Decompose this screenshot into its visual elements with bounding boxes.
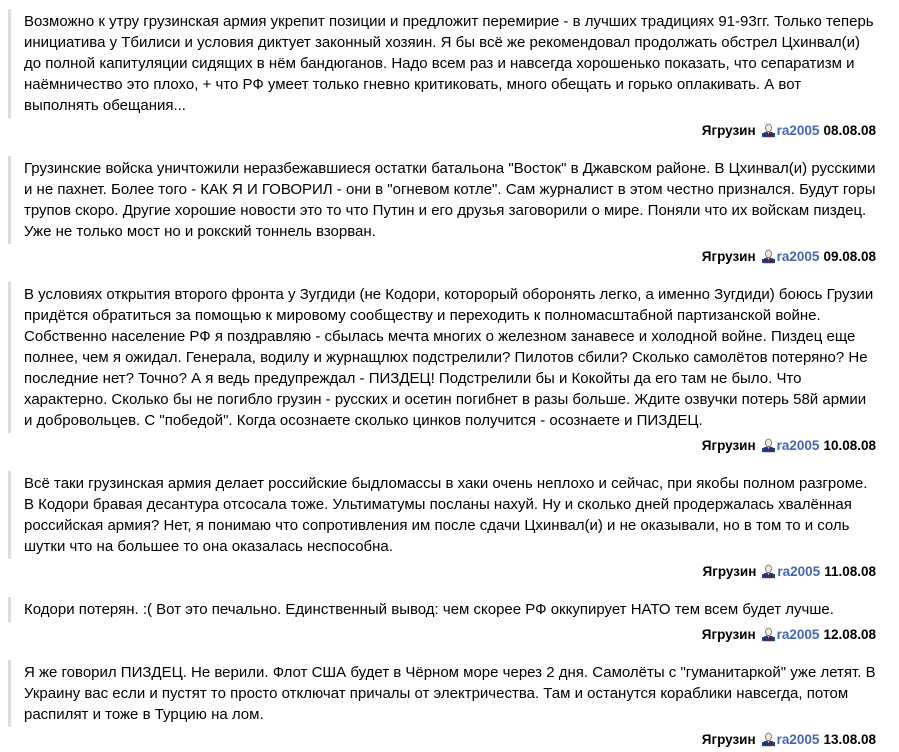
username-link[interactable]: ra2005 xyxy=(776,249,820,264)
comment-post xyxy=(8,282,876,455)
username-link[interactable]: ra2005 xyxy=(776,627,820,642)
author-name: Ягрузин xyxy=(702,564,757,579)
comment-text: Кодори потерян. :( Вот это печально. Единственный вывод: чем скорее РФ оккупирует НАТО тем всем будет лучше. xyxy=(8,597,876,622)
comment-date: 12.08.08 xyxy=(823,627,876,642)
comment-meta xyxy=(8,563,876,581)
comment-text: В условиях открытия второго фронта у Зугдиди (не Кодори, которорый оборонять легко, а именно Зугдиди) боюсь Грузии придётся обратиться за помощью к мировому сообществу и переходить к полномасштабной партизанской войне. Собственно население РФ я поздравляю - сбылась мечта многих о железном занавесе и холодной войне. Пиздец еще полнее, чем я ожидал. Генерала, водилу и журнащлюх подстрелили? Пилотов сбили? Сколько самолётов потеряно? Не последние нет? Точно? А я ведь предупреждал - ПИЗДЕЦ! Подстрелили бы и Кокойты да его там не было. Что характерно. Сколько бы не погибло грузин - русских и осетин погибнет в разы больше. Ждите озвучки потерь 58й армии и добровольцев. С "победой". Когда осознаете сколько цинков получится - осознаете и ПИЗДЕЦ. xyxy=(8,282,876,433)
comment-post xyxy=(8,597,876,644)
comment-post xyxy=(8,471,876,581)
user-icon[interactable] xyxy=(761,564,776,579)
comment-date: 10.08.08 xyxy=(823,438,876,453)
comment-meta xyxy=(8,626,876,644)
user-icon[interactable] xyxy=(761,249,776,264)
comment-meta xyxy=(8,437,876,455)
comment-meta xyxy=(8,248,876,266)
comment-date: 09.08.08 xyxy=(823,249,876,264)
username-link[interactable]: ra2005 xyxy=(776,732,820,747)
comment-date: 13.08.08 xyxy=(823,732,876,747)
username-link[interactable]: ra2005 xyxy=(776,123,820,138)
comment-post xyxy=(8,660,876,749)
username-link[interactable]: ra2005 xyxy=(776,438,820,453)
author-name: Ягрузин xyxy=(701,123,756,138)
comment-text: Грузинские войска уничтожили неразбежавшиеся остатки батальона "Восток" в Джавском районе. В Цхинвал(и) русскими и не пахнет. Более того - КАК Я И ГОВОРИЛ - они в "огневом котле". Сам журналист в этом честно признался. Будут горы трупов скоро. Другие хорошие новости это то что Путин и его друзья заговорили о мире. Поняли что их войскам пиздец. Уже не только мост но и рокский тоннель взорван. xyxy=(8,156,876,244)
comment-text: Всё таки грузинская армия делает российские быдломассы в хаки очень неплохо и сейчас, при якобы полном разгроме. В Кодори бравая десантура отсосала тоже. Ультиматумы посланы нахуй. Ну и сколько дней продержалась хвалённая российская армия? Нет, я понимаю что сопротивления им после сдачи Цхинвал(и) и не оказывали, но в том то и соль шутки что на большее то она оказалась неспособна. xyxy=(8,471,876,559)
comment-meta xyxy=(8,731,876,749)
user-icon[interactable] xyxy=(761,732,776,747)
author-name: Ягрузин xyxy=(701,249,756,264)
user-icon[interactable] xyxy=(761,438,776,453)
comment-date: 08.08.08 xyxy=(823,123,876,138)
comment-date: 11.08.08 xyxy=(824,564,876,579)
comment-text: Я же говорил ПИЗДЕЦ. Не верили. Флот США будет в Чёрном море через 2 дня. Самолёты с "гуманитаркой" уже летят. В Украину вас если и пустят то просто отключат причалы от электричества. Там и останутся кораблики навсегда, потом распилят и тоже в Турцию на лом. xyxy=(8,660,876,727)
comment-meta xyxy=(8,122,876,140)
comment-post xyxy=(8,9,876,140)
author-name: Ягрузин xyxy=(701,627,756,642)
author-name: Ягрузин xyxy=(701,732,756,747)
user-icon[interactable] xyxy=(761,123,776,138)
username-link[interactable]: ra2005 xyxy=(777,564,821,579)
author-name: Ягрузин xyxy=(701,438,756,453)
user-icon[interactable] xyxy=(761,627,776,642)
comment-post xyxy=(8,156,876,266)
comment-text: Возможно к утру грузинская армия укрепит позиции и предложит перемирие - в лучших традициях 91-93гг. Только теперь инициатива у Тбилиси и условия диктует законный хозяин. Я бы всё же рекомендовал продолжать обстрел Цхинвал(и) до полной капитуляции сидящих в нём бандюганов. Надо всем раз и навсегда хорошенько показать, что сепаратизм и наёмничество это плохо, + что РФ умеет только гневно критиковать, много обещать и горько оплакивать. А вот выполнять обещания... xyxy=(8,9,876,118)
